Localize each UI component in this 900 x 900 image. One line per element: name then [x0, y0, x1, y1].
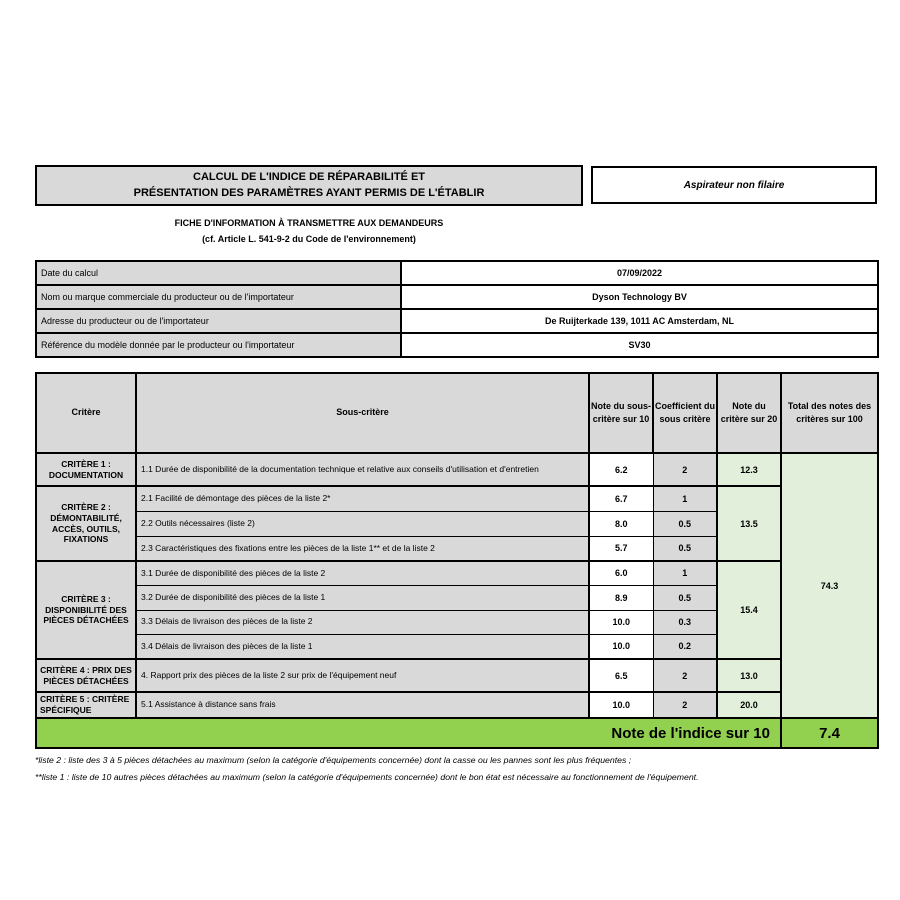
criteria-header-row: [36, 373, 878, 453]
subcriterion-3-1-note: 6.0: [589, 561, 653, 585]
header-coefficient: Coefficient du sous critère: [653, 373, 717, 453]
table-row: [36, 333, 878, 357]
subcriterion-4: 4. Rapport prix des pièces de la liste 2 sur prix de l'équipement neuf: [136, 659, 589, 692]
info-label-date: Date du calcul: [36, 261, 401, 285]
subtitle-line1: FICHE D'INFORMATION À TRANSMETTRE AUX DEMANDEURS: [174, 218, 444, 228]
subtitle-line2: (cf. Article L. 541-9-2 du Code de l'environnement): [202, 233, 416, 244]
subcriterion-2-2-coefficient: 0.5: [653, 511, 717, 536]
subcriterion-2-1-coefficient: 1: [653, 486, 717, 511]
table-row: [36, 486, 878, 511]
table-row: [36, 261, 878, 285]
final-index-value: 7.4: [781, 718, 878, 748]
subcriterion-2-1: 2.1 Facilité de démontage des pièces de la liste 2*: [136, 486, 589, 511]
subcriterion-5-1: 5.1 Assistance à distance sans frais: [136, 692, 589, 718]
subcriterion-3-2-coefficient: 0.5: [653, 585, 717, 610]
footnote-liste-2: *liste 2 : liste des 3 à 5 pièces détachées au maximum (selon la catégorie d'équipements concernée) dont la casse ou les pannes sont les plus fréquentes ;: [35, 755, 632, 765]
footnotes: [35, 752, 877, 785]
criterion-2-label: CRITÈRE 2 : DÉMONTABILITÉ, ACCÈS, OUTILS, FIXATIONS: [36, 486, 136, 561]
subcriterion-5-1-note: 10.0: [589, 692, 653, 718]
header-sous-critere: Sous-critère: [136, 373, 589, 453]
criterion-5-label: CRITÈRE 5 : CRITÈRE SPÉCIFIQUE: [36, 692, 136, 718]
document-title-line1: CALCUL DE L'INDICE DE RÉPARABILITÉ ET: [193, 170, 425, 183]
subcriterion-1-1-note: 6.2: [589, 453, 653, 486]
subcriterion-3-4-note: 10.0: [589, 634, 653, 659]
subcriterion-2-3-coefficient: 0.5: [653, 536, 717, 561]
criterion-5-score: 20.0: [717, 692, 781, 718]
table-row: [36, 285, 878, 309]
subcriterion-3-4: 3.4 Délais de livraison des pièces de la liste 1: [136, 634, 589, 659]
subcriterion-2-2: 2.2 Outils nécessaires (liste 2): [136, 511, 589, 536]
header-note-sous-critere: Note du sous-critère sur 10: [589, 373, 653, 453]
criteria-scoring-table: [35, 372, 879, 749]
subcriterion-2-2-note: 8.0: [589, 511, 653, 536]
criterion-4-label: CRITÈRE 4 : PRIX DES PIÈCES DÉTACHÉES: [36, 659, 136, 692]
subcriterion-3-3-note: 10.0: [589, 610, 653, 634]
document-title-line2: PRÉSENTATION DES PARAMÈTRES AYANT PERMIS DE L'ÉTABLIR: [133, 186, 485, 199]
subcriterion-1-1-coefficient: 2: [653, 453, 717, 486]
final-index-label: Note de l'indice sur 10: [36, 718, 781, 748]
table-row: [36, 659, 878, 692]
info-label-model-reference: Référence du modèle donnée par le producteur ou l'importateur: [36, 333, 401, 357]
document-title: [35, 165, 583, 206]
criterion-3-score: 15.4: [717, 561, 781, 659]
table-row: [36, 692, 878, 718]
subcriterion-3-3-coefficient: 0.3: [653, 610, 717, 634]
producer-info-table: [35, 260, 879, 358]
total-score-100: 74.3: [781, 453, 878, 718]
subcriterion-5-1-coefficient: 2: [653, 692, 717, 718]
document-subtitle: [35, 216, 583, 248]
criterion-2-score: 13.5: [717, 486, 781, 561]
criterion-1-label: CRITÈRE 1 : DOCUMENTATION: [36, 453, 136, 486]
subcriterion-2-3: 2.3 Caractéristiques des fixations entre les pièces de la liste 1** et de la liste 2: [136, 536, 589, 561]
subcriterion-3-3: 3.3 Délais de livraison des pièces de la liste 2: [136, 610, 589, 634]
subcriterion-1-1: 1.1 Durée de disponibilité de la documentation technique et relative aux conseils d'utilisation et d'entretien: [136, 453, 589, 486]
subcriterion-3-4-coefficient: 0.2: [653, 634, 717, 659]
subcriterion-2-3-note: 5.7: [589, 536, 653, 561]
criterion-1-score: 12.3: [717, 453, 781, 486]
product-category-label: Aspirateur non filaire: [683, 179, 785, 191]
footnote-liste-1: **liste 1 : liste de 10 autres pièces détachées au maximum (selon la catégorie d'équipements concernée) dont le bon état est nécessaire au fonctionnement de l'équipement.: [35, 771, 699, 782]
criterion-4-score: 13.0: [717, 659, 781, 692]
info-value-producer-address: De Ruijterkade 139, 1011 AC Amsterdam, NL: [401, 309, 878, 333]
header-critere: Critère: [36, 373, 136, 453]
info-value-date: 07/09/2022: [401, 261, 878, 285]
header-note-critere: Note du critère sur 20: [717, 373, 781, 453]
info-value-model-reference: SV30: [401, 333, 878, 357]
final-index-row: [36, 718, 878, 748]
subcriterion-3-2: 3.2 Durée de disponibilité des pièces de la liste 1: [136, 585, 589, 610]
subcriterion-2-1-note: 6.7: [589, 486, 653, 511]
subcriterion-3-2-note: 8.9: [589, 585, 653, 610]
table-row: [36, 309, 878, 333]
table-row: [36, 453, 878, 486]
subcriterion-3-1: 3.1 Durée de disponibilité des pièces de la liste 2: [136, 561, 589, 585]
product-category-box: [591, 166, 877, 204]
info-label-producer-address: Adresse du producteur ou de l'importateur: [36, 309, 401, 333]
subcriterion-3-1-coefficient: 1: [653, 561, 717, 585]
info-label-producer-name: Nom ou marque commerciale du producteur ou de l'importateur: [36, 285, 401, 309]
table-row: [36, 561, 878, 585]
subcriterion-4-note: 6.5: [589, 659, 653, 692]
info-value-producer-name: Dyson Technology BV: [401, 285, 878, 309]
header-total: Total des notes des critères sur 100: [781, 373, 878, 453]
subcriterion-4-coefficient: 2: [653, 659, 717, 692]
criterion-3-label: CRITÈRE 3 : DISPONIBILITÉ DES PIÈCES DÉTACHÉES: [36, 561, 136, 659]
